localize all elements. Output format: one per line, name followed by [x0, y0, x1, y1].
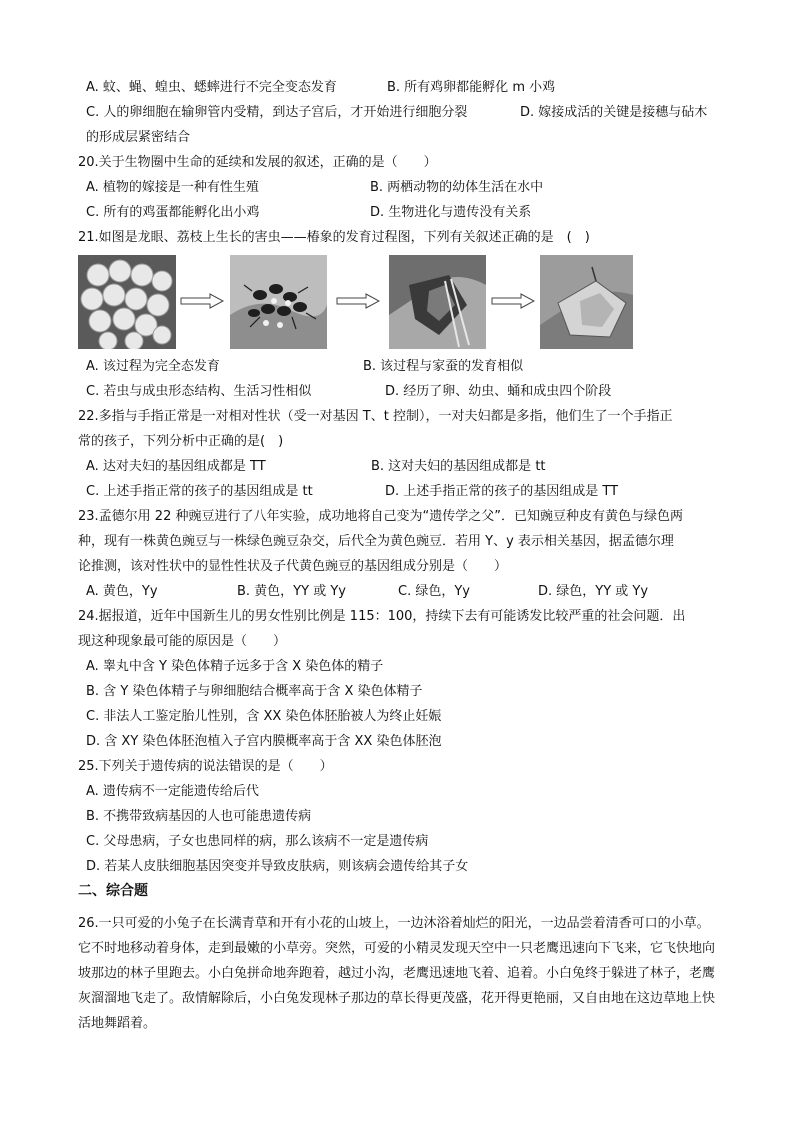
- arrow-icon: [336, 293, 380, 309]
- eggs-photo: [78, 255, 176, 349]
- q24-option-d: D. 含 XY 染色体胚泡植入子宫内膜概率高于含 XX 染色体胚泡: [86, 734, 442, 749]
- q24-option-c: C. 非法人工鉴定胎儿性别，含 XX 染色体胚胎被人为终止妊娠: [86, 709, 442, 724]
- q19-option-d: D. 嫁接成活的关键是接穗与砧木: [520, 105, 708, 120]
- q19-option-a: A. 蚊、蝇、蝗虫、蟋蟀进行不完全变态发育: [86, 80, 337, 95]
- q22-option-d: D. 上述手指正常的孩子的基因组成是 TT: [385, 484, 619, 499]
- q26-paragraph: 26.一只可爱的小兔子在长满青草和开有小花的山坡上，一边沐浴着灿烂的阳光，一边品尝着清香可口的小草。它不时地移动着身体，走到最嫩的小草旁。突然，可爱的小精灵发现天空中一只老鹰迅速向下飞来，它飞快地向坡那边的林子里跑去。小白兔拼命地奔跑着，越过小沟，老鹰迅速地飞着、追着。小白兔终于躲进了林子，老鹰灰溜溜地飞走了。敌情解除后，小白兔发现林子那边的草长得更茂盛，花开得更艳丽，又自由地在这边草地上快活地舞蹈着。: [78, 916, 716, 1031]
- q22-option-c: C. 上述手指正常的孩子的基因组成是 tt: [86, 484, 313, 499]
- q24-stem-line2: 现这种现象最可能的原因是（ ）: [78, 634, 287, 649]
- q19-option-c: C. 人的卵细胞在输卵管内受精，到达子宫后，才开始进行细胞分裂: [86, 105, 468, 120]
- q24-option-a: A. 睾丸中含 Y 染色体精子远多于含 X 染色体的精子: [86, 659, 384, 674]
- q21-stem: 21.如图是龙眼、荔枝上生长的害虫——椿象的发育过程图，下列有关叙述正确的是 ( ): [78, 230, 590, 245]
- q23-option-a: A. 黄色，Yy: [86, 584, 158, 599]
- q24-option-b: B. 含 Y 染色体精子与卵细胞结合概率高于含 X 染色体精子: [86, 684, 423, 699]
- q21-option-c: C. 若虫与成虫形态结构、生活习性相似: [86, 384, 312, 399]
- q22-option-b: B. 这对夫妇的基因组成都是 tt: [371, 459, 546, 474]
- arrow-icon: [180, 293, 224, 309]
- q25-option-c: C. 父母患病，子女也患同样的病，那么该病不一定是遗传病: [86, 834, 429, 849]
- nymphs-photo: [230, 255, 327, 349]
- q19-option-d-cont: 的形成层紧密结合: [86, 130, 191, 145]
- q21-option-a: A. 该过程为完全态发育: [86, 359, 220, 374]
- q20-option-d: D. 生物进化与遗传没有关系: [370, 205, 532, 220]
- q22-stem-line2: 常的孩子，下列分析中正确的是( ): [78, 434, 284, 449]
- q20-option-a: A. 植物的嫁接是一种有性生殖: [86, 180, 259, 195]
- q20-option-c: C. 所有的鸡蛋都能孵化出小鸡: [86, 205, 260, 220]
- q25-stem: 25.下列关于遗传病的说法错误的是（ ）: [78, 759, 333, 774]
- q23-stem-line1: 23.孟德尔用 22 种豌豆进行了八年实验，成功地将自己变为“遗传学之父”．已知豌豆种皮有黄色与绿色两: [78, 509, 683, 524]
- q23-option-c: C. 绿色，Yy: [398, 584, 470, 599]
- q23-stem-line2: 种，现有一株黄色豌豆与一株绿色豌豆杂交，后代全为黄色豌豆．若用 Y、y 表示相关基因，据孟德尔理: [78, 534, 674, 549]
- q21-option-d: D. 经历了卵、幼虫、蛹和成虫四个阶段: [385, 384, 612, 399]
- q25-option-d: D. 若某人皮肤细胞基因突变并导致皮肤病，则该病会遗传给其子女: [86, 859, 469, 874]
- q20-option-b: B. 两栖动物的幼体生活在水中: [370, 180, 544, 195]
- q22-stem-line1: 22.多指与手指正常是一对相对性状（受一对基因 T、t 控制），一对夫妇都是多指，他们生了一个手指正: [78, 409, 673, 424]
- q24-stem-line1: 24.据报道，近年中国新生儿的男女性别比例是 115：100，持续下去有可能诱发比较严重的社会问题．出: [78, 609, 686, 624]
- molting-photo: [389, 255, 486, 349]
- section-heading: 二、综合题: [78, 883, 148, 899]
- q25-option-a: A. 遗传病不一定能遗传给后代: [86, 784, 259, 799]
- q21-option-b: B. 该过程与家蚕的发育相似: [363, 359, 524, 374]
- adult-bug-photo: [540, 255, 633, 349]
- q22-option-a: A. 达对夫妇的基因组成都是 TT: [86, 459, 266, 474]
- q19-option-b: B. 所有鸡卵都能孵化 m 小鸡: [387, 80, 556, 95]
- q20-stem: 20.关于生物圈中生命的延续和发展的叙述，正确的是（ ）: [78, 155, 437, 170]
- arrow-icon: [491, 293, 535, 309]
- q23-option-d: D. 绿色，YY 或 Yy: [538, 584, 649, 599]
- q23-option-b: B. 黄色，YY 或 Yy: [237, 584, 346, 599]
- q23-stem-line3: 论推测，该对性状中的显性性状及子代黄色豌豆的基因组成分别是（ ）: [78, 559, 508, 574]
- q25-option-b: B. 不携带致病基因的人也可能患遗传病: [86, 809, 312, 824]
